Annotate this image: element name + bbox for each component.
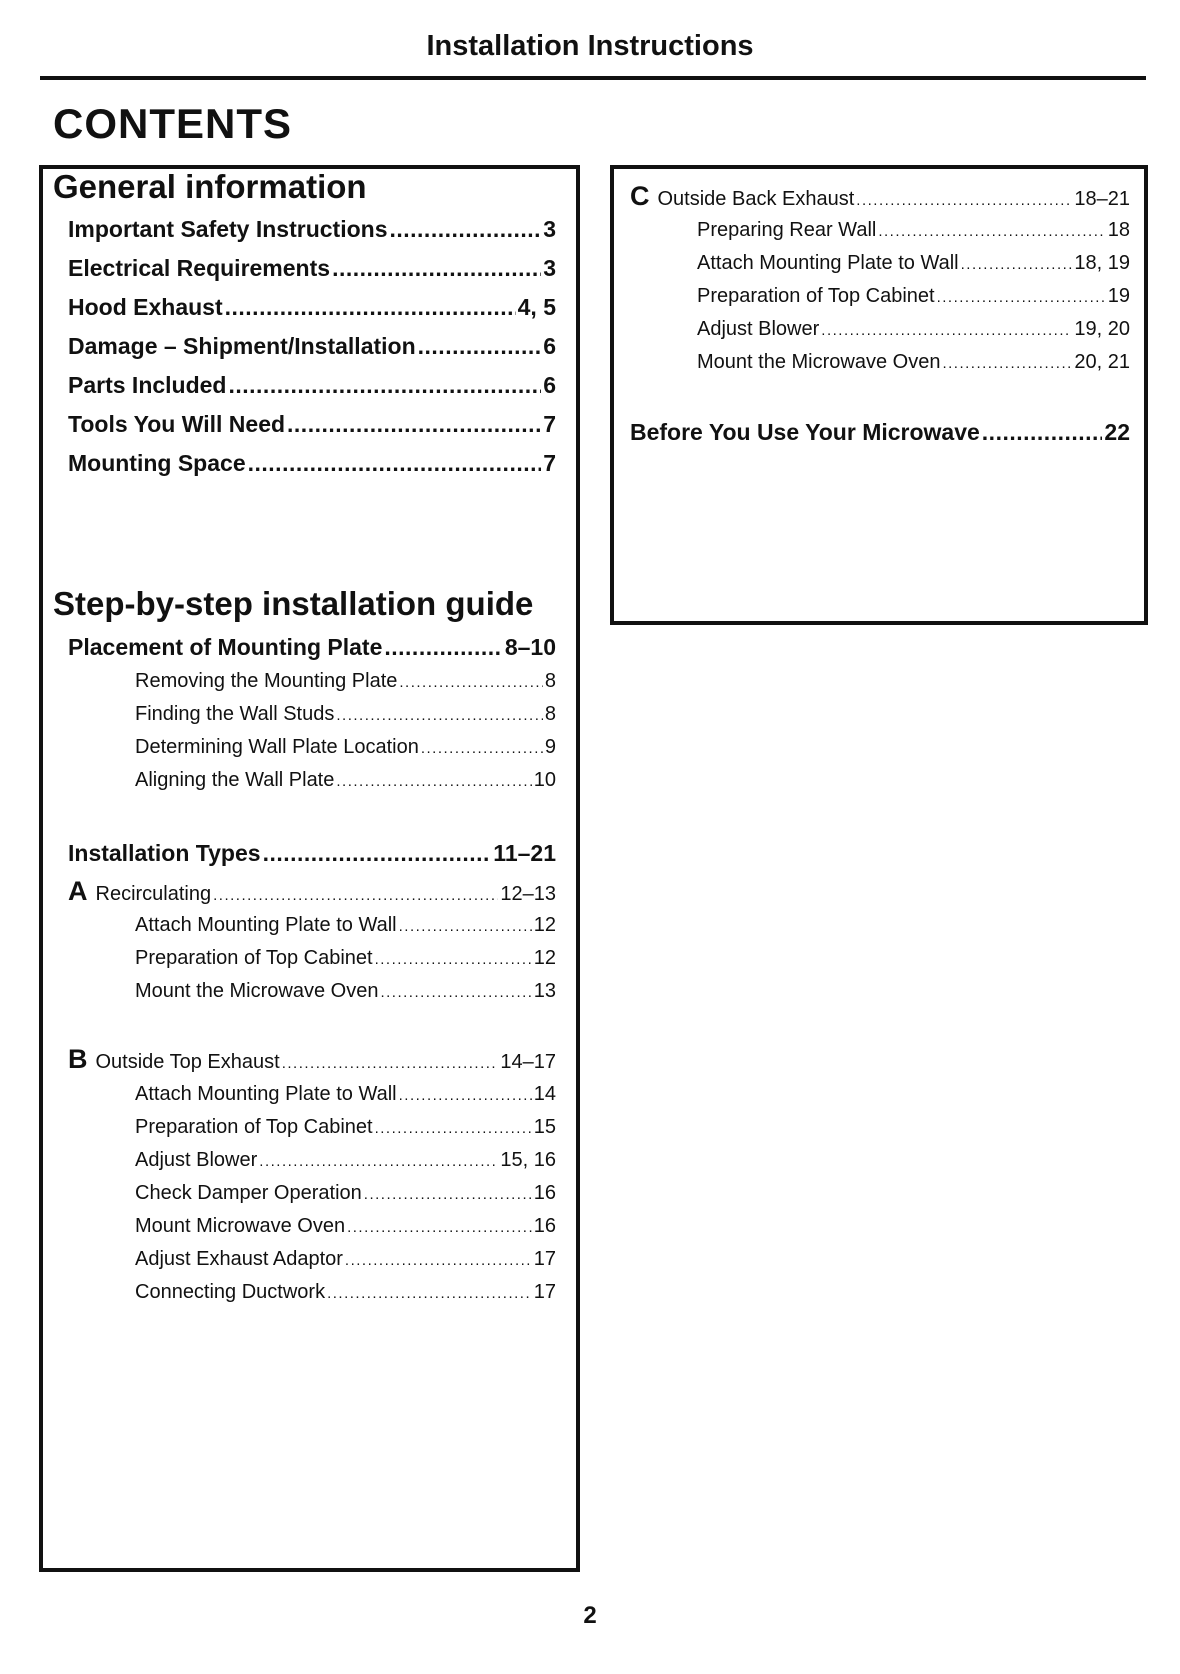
toc-item-before-use[interactable] xyxy=(630,419,1130,446)
toc-item-page: 8–10 xyxy=(504,634,556,660)
dot-leader xyxy=(336,773,531,790)
toc-item-page: 12 xyxy=(533,914,556,936)
toc-subitem-b-damper[interactable] xyxy=(135,1182,556,1205)
toc-item-page: 9 xyxy=(544,736,556,758)
toc-item-label: Mount Microwave Oven xyxy=(135,1215,346,1237)
toc-item-page: 17 xyxy=(533,1281,556,1303)
toc-subitem-c-rear-wall[interactable] xyxy=(697,219,1130,242)
dot-leader xyxy=(259,1153,498,1170)
type-letter: A xyxy=(68,876,88,906)
toc-item-label: Preparation of Top Cabinet xyxy=(135,1116,373,1138)
toc-item-page: 6 xyxy=(543,372,556,398)
toc-item-label: Before You Use Your Microwave xyxy=(630,419,980,445)
toc-item-page: 4, 5 xyxy=(517,294,556,320)
toc-item-label: Adjust Exhaust Adaptor xyxy=(135,1248,343,1270)
dot-leader xyxy=(942,355,1072,372)
toc-item-page: 20, 21 xyxy=(1074,351,1130,373)
toc-item-label: Adjust Blower xyxy=(135,1149,258,1171)
dot-leader xyxy=(384,634,502,661)
toc-item-label: Aligning the Wall Plate xyxy=(135,769,335,791)
toc-subitem-c-mount-oven[interactable] xyxy=(697,351,1130,374)
dot-leader xyxy=(399,1087,532,1104)
toc-item-page: 7 xyxy=(543,411,556,437)
toc-item-label: Installation Types xyxy=(68,840,261,866)
toc-subitem-c-attach-plate[interactable] xyxy=(697,252,1130,275)
toc-item-label: Important Safety Instructions xyxy=(68,216,388,242)
dot-leader xyxy=(336,707,543,724)
dot-leader xyxy=(389,216,541,243)
toc-item-installation-types[interactable] xyxy=(68,840,556,867)
toc-subitem-b-adjust-blower[interactable] xyxy=(135,1149,556,1172)
toc-subitem-a-mount-oven[interactable] xyxy=(135,980,556,1003)
toc-item-label: Determining Wall Plate Location xyxy=(135,736,419,758)
toc-item-label: Tools You Will Need xyxy=(68,411,286,437)
toc-item-label: Attach Mounting Plate to Wall xyxy=(697,252,959,274)
toc-item-hood-exhaust[interactable] xyxy=(68,294,556,321)
dot-leader xyxy=(364,1186,532,1203)
toc-item-label: Electrical Requirements xyxy=(68,255,331,281)
toc-item-electrical[interactable] xyxy=(68,255,556,282)
toc-item-label: Recirculating xyxy=(95,883,212,905)
toc-item-label: Damage – Shipment/Installation xyxy=(68,333,416,359)
toc-item-page: 17 xyxy=(533,1248,556,1270)
general-information-heading: General information xyxy=(53,168,367,205)
toc-item-label: Preparation of Top Cabinet xyxy=(135,947,373,969)
dot-leader xyxy=(263,840,492,867)
toc-item-type-a[interactable] xyxy=(68,876,556,907)
toc-item-page: 16 xyxy=(533,1182,556,1204)
toc-subitem-a-attach-plate[interactable] xyxy=(135,914,556,937)
dot-leader xyxy=(961,256,1073,273)
toc-item-label: Hood Exhaust xyxy=(68,294,223,320)
toc-item-page: 12 xyxy=(533,947,556,969)
toc-subitem-b-exhaust-adaptor[interactable] xyxy=(135,1248,556,1271)
toc-item-label: Removing the Mounting Plate xyxy=(135,670,398,692)
page-number: 2 xyxy=(583,1602,597,1629)
toc-subitem-b-attach-plate[interactable] xyxy=(135,1083,556,1106)
contents-title: CONTENTS xyxy=(53,100,292,147)
toc-item-page: 18, 19 xyxy=(1074,252,1130,274)
toc-item-label: Adjust Blower xyxy=(697,318,820,340)
step-by-step-heading: Step-by-step installation guide xyxy=(53,585,534,622)
toc-item-page: 22 xyxy=(1104,419,1130,445)
toc-subitem-wall-plate-location[interactable] xyxy=(135,736,556,759)
toc-item-label: Check Damper Operation xyxy=(135,1182,362,1204)
dot-leader xyxy=(421,740,543,757)
toc-item-page: 15, 16 xyxy=(500,1149,556,1171)
toc-item-placement[interactable] xyxy=(68,634,556,661)
toc-subitem-removing-plate[interactable] xyxy=(135,670,556,693)
dot-leader xyxy=(287,411,541,438)
toc-subitem-b-mount-oven[interactable] xyxy=(135,1215,556,1238)
toc-subitem-wall-studs[interactable] xyxy=(135,703,556,726)
dot-leader xyxy=(327,1285,532,1302)
toc-item-label: Preparing Rear Wall xyxy=(697,219,877,241)
dot-leader xyxy=(248,450,542,477)
header-title: Installation Instructions xyxy=(426,30,754,62)
dot-leader xyxy=(399,918,532,935)
toc-subitem-a-top-cabinet[interactable] xyxy=(135,947,556,970)
type-letter: C xyxy=(630,181,650,211)
toc-item-label: Mount the Microwave Oven xyxy=(697,351,941,373)
toc-item-label: Mount the Microwave Oven xyxy=(135,980,379,1002)
dot-leader xyxy=(821,322,1072,339)
toc-item-page: 18 xyxy=(1107,219,1130,241)
dot-leader xyxy=(225,294,516,321)
dot-leader xyxy=(213,887,498,904)
toc-subitem-c-top-cabinet[interactable] xyxy=(697,285,1130,308)
toc-item-page: 3 xyxy=(543,255,556,281)
toc-item-label: Outside Back Exhaust xyxy=(657,188,855,210)
toc-item-label: Attach Mounting Plate to Wall xyxy=(135,914,397,936)
toc-item-page: 10 xyxy=(533,769,556,791)
toc-item-page: 3 xyxy=(543,216,556,242)
toc-subitem-aligning-plate[interactable] xyxy=(135,769,556,792)
dot-leader xyxy=(375,951,532,968)
toc-item-tools[interactable] xyxy=(68,411,556,438)
toc-item-type-b[interactable] xyxy=(68,1044,556,1075)
toc-item-label: Parts Included xyxy=(68,372,227,398)
toc-item-page: 19 xyxy=(1107,285,1130,307)
dot-leader xyxy=(937,289,1106,306)
dot-leader xyxy=(282,1055,499,1072)
toc-item-page: 15 xyxy=(533,1116,556,1138)
dot-leader xyxy=(375,1120,532,1137)
dot-leader xyxy=(345,1252,532,1269)
toc-item-label: Preparation of Top Cabinet xyxy=(697,285,935,307)
toc-item-page: 11–21 xyxy=(493,840,556,866)
toc-item-mounting-space[interactable] xyxy=(68,450,556,477)
toc-item-page: 12–13 xyxy=(500,883,556,905)
toc-item-page: 8 xyxy=(544,670,556,692)
dot-leader xyxy=(982,419,1103,446)
dot-leader xyxy=(399,674,543,691)
toc-item-safety[interactable] xyxy=(68,216,556,243)
type-letter: B xyxy=(68,1044,88,1074)
toc-subitem-b-ductwork[interactable] xyxy=(135,1281,556,1304)
toc-item-type-c[interactable] xyxy=(630,181,1130,212)
toc-item-label: Mounting Space xyxy=(68,450,246,476)
header-rule xyxy=(40,76,1146,80)
toc-item-damage[interactable] xyxy=(68,333,556,360)
dot-leader xyxy=(332,255,541,282)
toc-item-parts[interactable] xyxy=(68,372,556,399)
toc-item-label: Placement of Mounting Plate xyxy=(68,634,383,660)
toc-item-page: 19, 20 xyxy=(1074,318,1130,340)
toc-item-page: 7 xyxy=(543,450,556,476)
dot-leader xyxy=(418,333,542,360)
toc-item-label: Attach Mounting Plate to Wall xyxy=(135,1083,397,1105)
toc-item-page: 14–17 xyxy=(500,1051,556,1073)
toc-item-label: Connecting Ductwork xyxy=(135,1281,326,1303)
toc-item-label: Finding the Wall Studs xyxy=(135,703,335,725)
toc-item-page: 8 xyxy=(544,703,556,725)
toc-item-page: 18–21 xyxy=(1074,188,1130,210)
toc-item-page: 13 xyxy=(533,980,556,1002)
dot-leader xyxy=(380,984,531,1001)
toc-subitem-b-top-cabinet[interactable] xyxy=(135,1116,556,1139)
dot-leader xyxy=(856,192,1072,209)
dot-leader xyxy=(878,223,1105,240)
dot-leader xyxy=(347,1219,532,1236)
toc-subitem-c-adjust-blower[interactable] xyxy=(697,318,1130,341)
toc-item-page: 6 xyxy=(543,333,556,359)
toc-item-page: 14 xyxy=(533,1083,556,1105)
toc-item-page: 16 xyxy=(533,1215,556,1237)
dot-leader xyxy=(228,372,541,399)
toc-item-label: Outside Top Exhaust xyxy=(95,1051,280,1073)
